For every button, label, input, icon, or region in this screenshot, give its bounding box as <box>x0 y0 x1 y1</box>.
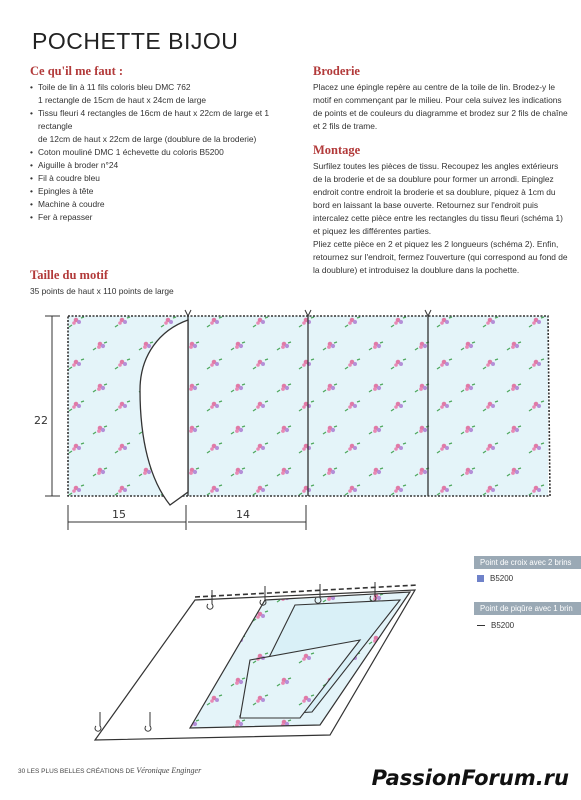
legend-cross-code: B5200 <box>490 574 514 583</box>
motif-heading: Taille du motif <box>30 268 109 282</box>
legend-cross-row <box>477 574 513 583</box>
motif-size-text: 35 points de haut x 110 points de large <box>30 286 174 296</box>
montage-text-2: Pliez cette pièce en 2 et piquez les 2 longueurs (schéma 2). Enfin, retournez sur l'endroit, fermez l'ouverture (qui correspond au fond de la doublure) et introduisez la doublure dans la pochette. <box>313 239 568 275</box>
dimension-left: 15 <box>112 508 126 521</box>
materials-item: • Coton mouliné DMC 1 échevette du coloris B5200 <box>30 146 300 159</box>
footer-text: LES PLUS BELLES CRÉATIONS DE <box>27 768 135 775</box>
backstitch-line-icon <box>477 625 485 626</box>
materials-item: • Tissu fleuri 4 rectangles de 16cm de haut x 22cm de large et 1 rectangle de 12cm de haut x 22cm de large (doublure de la broderie) <box>30 107 300 146</box>
fold-marks <box>185 310 431 316</box>
diagram-two <box>95 582 418 740</box>
montage-text-1: Surfilez toutes les pièces de tissu. Recoupez les angles extérieurs de la broderie et de sa doublure pour former un arrondi. Epinglez endroit contre endroit la broderie et sa doublure, piquez à 1cm du bord en laissant la base ouverte. Retournez sur l'endroit puis intercalez cette pièce entre les rectangles du tissu fleuri (schéma 1) et piquez les différentes parties. <box>313 161 563 236</box>
materials-item: • Toile de lin à 11 fils coloris bleu DMC 762 1 rectangle de 15cm de haut x 24cm de large <box>30 81 300 107</box>
legend-cross-heading: Point de croix avec 2 brins <box>474 556 581 569</box>
materials-item: • Aiguille à broder n°24 <box>30 159 300 172</box>
color-swatch <box>477 575 484 582</box>
page-number: 30 <box>18 768 26 775</box>
materials-item: • Machine à coudre <box>30 198 300 211</box>
dimension-middle: 14 <box>236 508 250 521</box>
page-footer <box>18 766 201 775</box>
materials-item: • Epingles à tête <box>30 185 300 198</box>
page-title: POCHETTE BIJOU <box>32 28 239 54</box>
legend-back-row <box>477 621 514 630</box>
montage-heading: Montage <box>313 143 361 157</box>
materials-heading: Ce qu'il me faut : <box>30 64 124 78</box>
broderie-text: Placez une épingle repère au centre de la toile de lin. Brodez-y le motif en commençant par le milieu. Pour cela suivez les indications de points et de couleurs du diagramme et brodez sur 2 fils de chaîne et 2 fils de trame. <box>313 82 568 131</box>
diagram-one <box>34 310 550 530</box>
watermark: PassionForum.ru <box>371 766 569 790</box>
footer-brand: Véronique Enginger <box>136 766 202 775</box>
dimension-height: 22 <box>34 414 48 427</box>
legend-back-code: B5200 <box>491 621 515 630</box>
legend-back-heading: Point de piqûre avec 1 brin <box>474 602 581 615</box>
materials-item: • Fer à repasser <box>30 211 300 224</box>
broderie-heading: Broderie <box>313 64 360 78</box>
materials-item: • Fil à coudre bleu <box>30 172 300 185</box>
